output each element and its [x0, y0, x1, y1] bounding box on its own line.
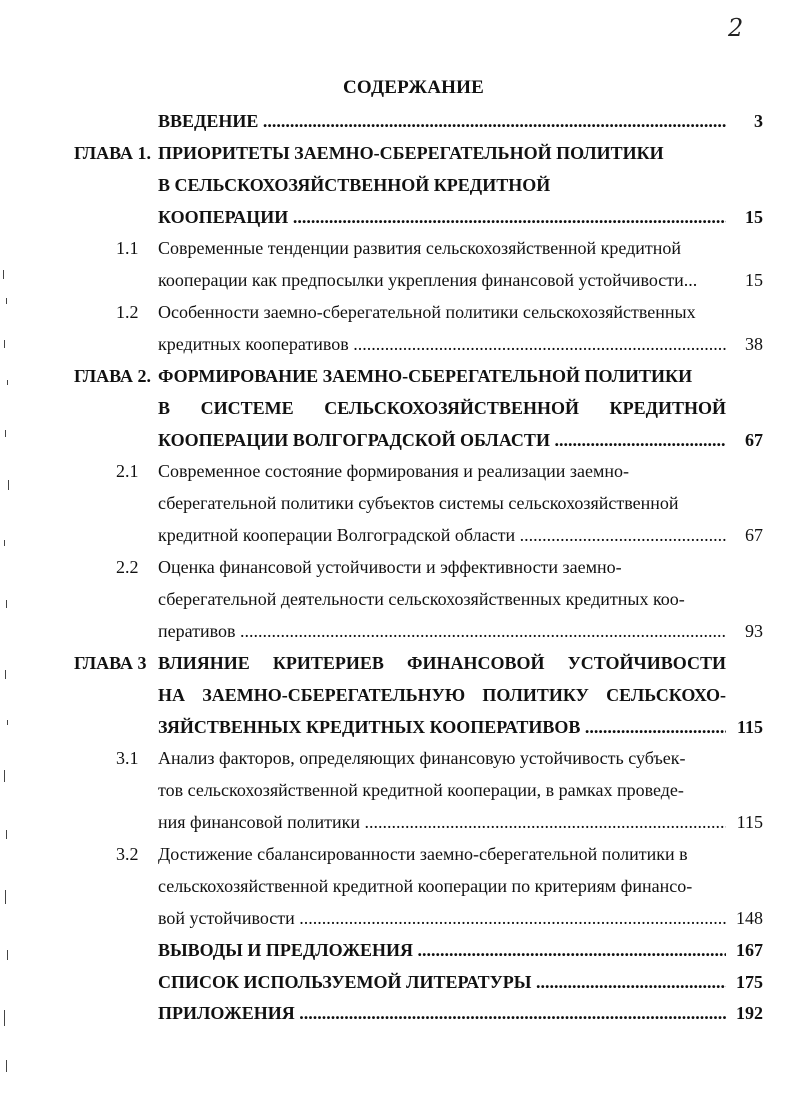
section-title-line: кредитных кооперативов ..... [158, 329, 726, 359]
page-title: СОДЕРЖАНИЕ [343, 77, 484, 98]
section-title-line: кредитной кооперации Волгоградской области ..... [158, 520, 726, 550]
toc-page-number: 15 [745, 207, 763, 227]
section-title-line: перативов ..... [158, 616, 726, 646]
section-number: 1.1 [116, 238, 139, 258]
toc-entry-text: ВВЕДЕНИЕ ..... [158, 106, 726, 136]
section-title-line: сберегательной деятельности сельскохозяйственных кредитных коо- [158, 589, 685, 609]
chapter-title-line: В СИСТЕМЕ СЕЛЬСКОХОЗЯЙСТВЕННОЙ КРЕДИТНОЙ [158, 398, 726, 418]
toc-page-number: 15 [745, 270, 763, 290]
toc-page-number: 148 [736, 908, 763, 928]
toc-page-number: 192 [736, 1003, 763, 1023]
section-title-line: сельскохозяйственной кредитной кооперации по критериям финансо- [158, 876, 693, 896]
toc-page-number: 167 [736, 940, 763, 960]
toc-page-number: 115 [736, 812, 763, 832]
toc-page-number: 38 [745, 334, 763, 354]
scan-edge-specks [0, 250, 16, 1100]
toc-entry-appendices: ПРИЛОЖЕНИЯ ..... [158, 998, 726, 1028]
toc-entry-conclusions: ВЫВОДЫ И ПРЕДЛОЖЕНИЯ ..... [158, 935, 726, 965]
handwritten-page-mark: 2 [728, 14, 744, 42]
chapter-title-line: ВЛИЯНИЕ КРИТЕРИЕВ ФИНАНСОВОЙ УСТОЙЧИВОСТИ [158, 653, 726, 673]
section-title-line: сберегательной политики субъектов системы сельскохозяйственной [158, 493, 679, 513]
chapter-label: ГЛАВА 2. [74, 366, 152, 386]
section-title-line: Достижение сбалансированности заемно-сберегательной политики в [158, 844, 688, 864]
section-title-line: тов сельскохозяйственной кредитной кооперации, в рамках проведе- [158, 780, 684, 800]
section-title-line: кооперации как предпосылки укрепления финансовой устойчивости... [158, 270, 698, 290]
toc-page-number: 93 [745, 621, 763, 641]
toc-page-number: 67 [745, 430, 763, 450]
toc-page-number: 115 [736, 717, 763, 737]
toc-page-number: 3 [754, 111, 763, 131]
chapter-title-line: ЗЯЙСТВЕННЫХ КРЕДИТНЫХ КООПЕРАТИВОВ ..... [158, 712, 726, 742]
toc-page-number: 175 [736, 972, 763, 992]
chapter-title-line: КООПЕРАЦИИ ВОЛГОГРАДСКОЙ ОБЛАСТИ ..... [158, 425, 726, 455]
section-number: 3.2 [116, 844, 139, 864]
chapter-label: ГЛАВА 3 [74, 653, 147, 673]
section-number: 1.2 [116, 302, 139, 322]
toc-entry-references: СПИСОК ИСПОЛЬЗУЕМОЙ ЛИТЕРАТУРЫ ..... [158, 967, 726, 997]
section-title-line: Современное состояние формирования и реализации заемно- [158, 461, 630, 481]
section-title-line: Анализ факторов, определяющих финансовую устойчивость субъек- [158, 748, 686, 768]
section-number: 2.2 [116, 557, 139, 577]
chapter-title-line: В СЕЛЬСКОХОЗЯЙСТВЕННОЙ КРЕДИТНОЙ [158, 175, 551, 195]
section-title-line: Современные тенденции развития сельскохозяйственной кредитной [158, 238, 682, 258]
chapter-title-line: ФОРМИРОВАНИЕ ЗАЕМНО-СБЕРЕГАТЕЛЬНОЙ ПОЛИТИКИ [158, 366, 693, 386]
section-title-line: вой устойчивости ..... [158, 903, 726, 933]
section-title-line: Особенности заемно-сберегательной политики сельскохозяйственных [158, 302, 696, 322]
section-title-line: ния финансовой политики ..... [158, 807, 726, 837]
toc-entry-intro [158, 106, 726, 136]
chapter-title-line: КООПЕРАЦИИ ..... [158, 202, 726, 232]
section-number: 3.1 [116, 748, 139, 768]
section-title-line: Оценка финансовой устойчивости и эффективности заемно- [158, 557, 622, 577]
chapter-title-line: ПРИОРИТЕТЫ ЗАЕМНО-СБЕРЕГАТЕЛЬНОЙ ПОЛИТИКИ [158, 143, 664, 163]
toc-page-number: 67 [745, 525, 763, 545]
chapter-title-line: НА ЗАЕМНО-СБЕРЕГАТЕЛЬНУЮ ПОЛИТИКУ СЕЛЬСКОХО- [158, 685, 726, 705]
section-number: 2.1 [116, 461, 139, 481]
chapter-label: ГЛАВА 1. [74, 143, 152, 163]
